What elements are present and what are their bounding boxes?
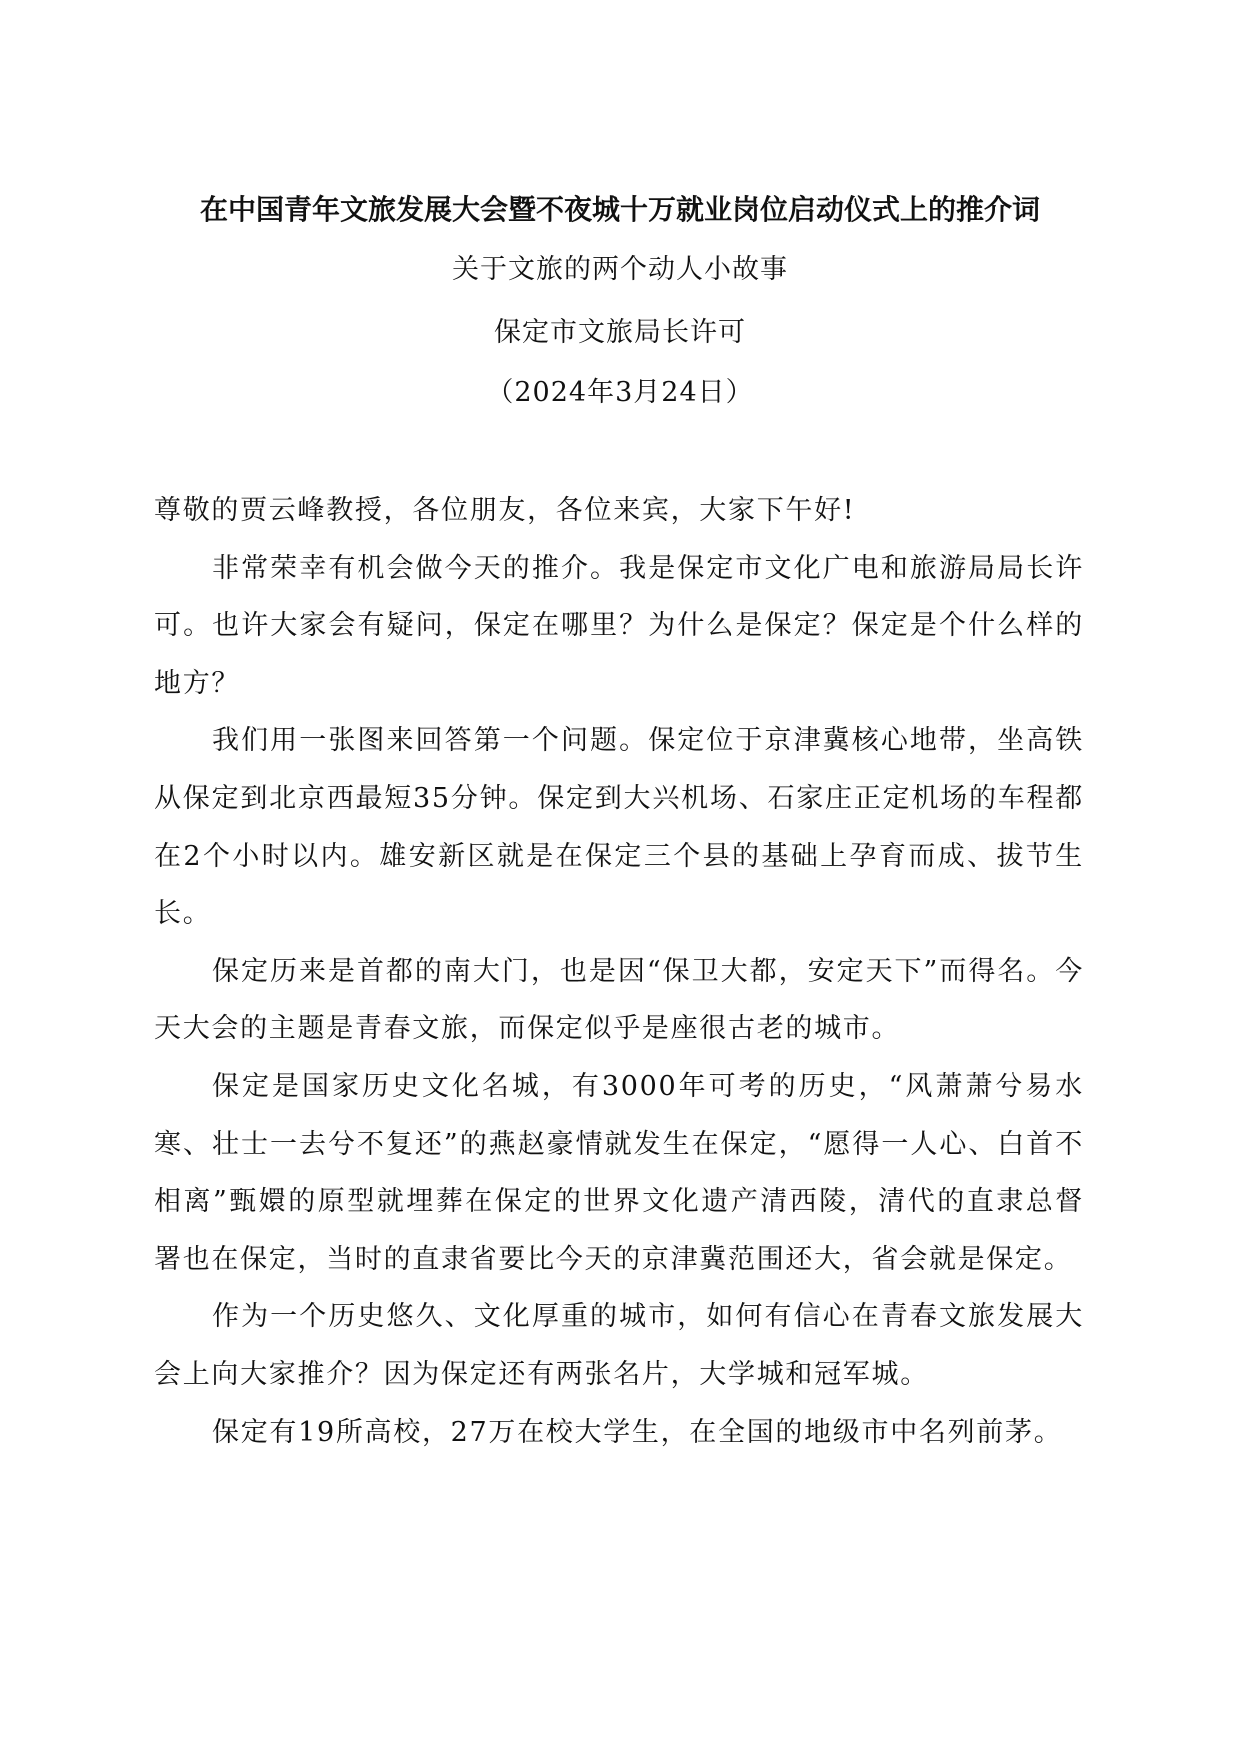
document-subtitle: 关于文旅的两个动人小故事 (452, 254, 788, 285)
paragraph: 我们用一张图来回答第一个问题。保定位于京津冀核心地带，坐高铁从保定到北京西最短35分钟。保定到大兴机场、石家庄正定机场的车程都在2个小时以内。雄安新区就是在保定三个县的基础上孕育而成、拔节生长。 (154, 725, 1084, 930)
document-author: 保定市文旅局长许可 (494, 317, 746, 348)
paragraph: 作为一个历史悠久、文化厚重的城市，如何有信心在青春文旅发展大会上向大家推介？因为保定还有两张名片，大学城和冠军城。 (154, 1301, 1084, 1390)
paragraph-greeting: 尊敬的贾云峰教授，各位朋友，各位来宾，大家下午好! (154, 495, 856, 526)
paragraph: 非常荣幸有机会做今天的推介。我是保定市文化广电和旅游局局长许可。也许大家会有疑问，保定在哪里？为什么是保定？保定是个什么样的地方？ (154, 552, 1084, 699)
document-date: （2024年3月24日） (486, 377, 754, 408)
document-body (154, 482, 1084, 1461)
paragraph: 保定是国家历史文化名城，有3000年可考的历史，“风萧萧兮易水寒、壮士一去兮不复还”的燕赵豪情就发生在保定，“愿得一人心、白首不相离”甄嬛的原型就埋葬在保定的世界文化遗产清西陵，清代的直隶总督署也在保定，当时的直隶省要比今天的京津冀范围还大，省会就是保定。 (154, 1070, 1084, 1275)
paragraph: 保定历来是首都的南大门，也是因“保卫大都，安定天下”而得名。今天大会的主题是青春文旅，而保定似乎是座很古老的城市。 (154, 955, 1084, 1045)
paragraph: 保定有19所高校，27万在校大学生，在全国的地级市中名列前茅。 (212, 1416, 1063, 1448)
document-title: 在中国青年文旅发展大会暨不夜城十万就业岗位启动仪式上的推介词 (199, 193, 1040, 226)
